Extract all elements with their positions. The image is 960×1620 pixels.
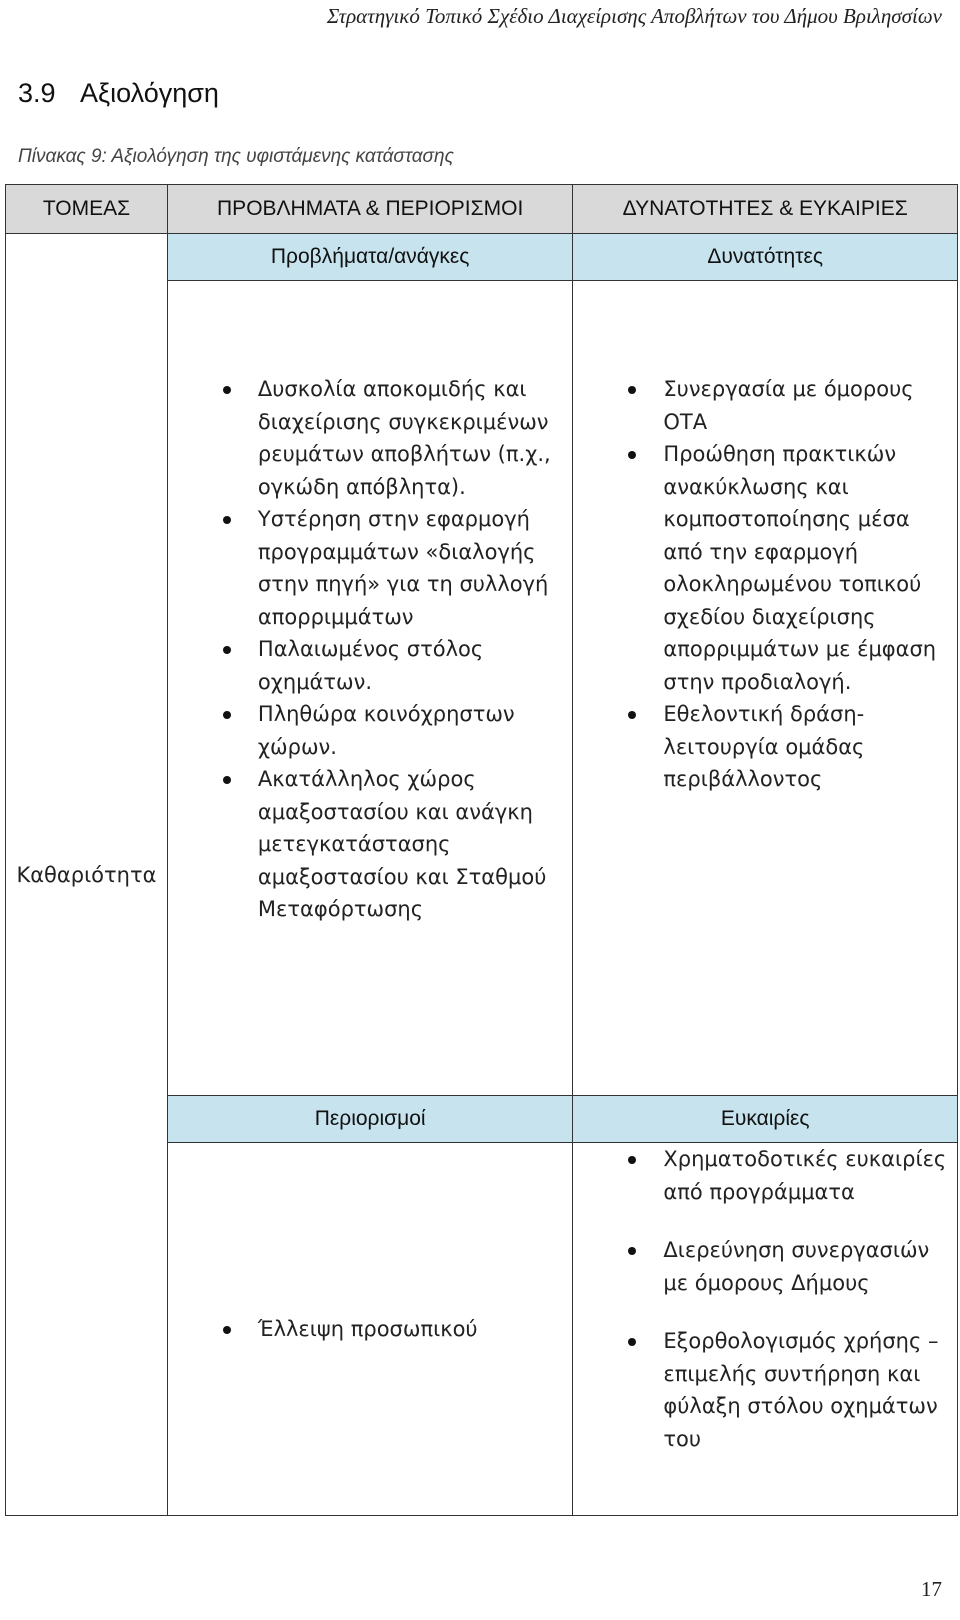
list-item: Παλαιωμένος στόλος οχημάτων. [168, 633, 573, 698]
strengths-subheader: Δυνατότητες [573, 234, 958, 281]
constraints-subheader: Περιορισμοί [167, 1096, 573, 1143]
table-caption: Πίνακας 9: Αξιολόγηση της υφιστάμενης κατάστασης [18, 146, 454, 167]
list-item: Εθελοντική δράση-λειτουργία ομάδας περιβάλλοντος [573, 698, 957, 796]
list-item: Χρηματοδοτικές ευκαιρίες από προγράμματα [573, 1143, 957, 1208]
section-title: Αξιολόγηση [80, 78, 219, 108]
table-header-row [6, 185, 958, 234]
assessment-table [5, 184, 958, 1516]
opportunities-list [573, 1143, 957, 1455]
constraints-cell [167, 1143, 573, 1516]
list-item: Εξορθολογισμός χρήσης – επιμελής συντήρηση και φύλαξη στόλου οχημάτων του [573, 1325, 957, 1455]
problems-cell [167, 281, 573, 1096]
constraints-list [168, 1313, 573, 1346]
strengths-list [573, 373, 957, 796]
section-number: 3.9 [18, 78, 56, 108]
strengths-cell [573, 281, 958, 1096]
column-header-opportunities: ΔΥΝΑΤΟΤΗΤΕΣ & ΕΥΚΑΙΡΙΕΣ [573, 185, 958, 234]
list-item: Διερεύνηση συνεργασιών με όμορους Δήμους [573, 1234, 957, 1299]
opportunities-cell [573, 1143, 958, 1516]
page-number: 17 [921, 1577, 942, 1601]
problems-subheader: Προβλήματα/ανάγκες [167, 234, 573, 281]
running-header: Στρατηγικό Τοπικό Σχέδιο Διαχείρισης Αποβλήτων του Δήμου Βριλησσίων [326, 4, 942, 28]
list-item: Δυσκολία αποκομιδής και διαχείρισης συγκεκριμένων ρευμάτων αποβλήτων (π.χ., ογκώδη απόβλητα). [168, 373, 573, 503]
list-item: Πληθώρα κοινόχρηστων χώρων. [168, 698, 573, 763]
column-header-sector: ΤΟΜΕΑΣ [6, 185, 168, 234]
list-item: Προώθηση πρακτικών ανακύκλωσης και κομποστοποίησης μέσα από την εφαρμογή ολοκληρωμένου τοπικού σχεδίου διαχείρισης απορριμμάτων με έμφαση στην προδιαλογή. [573, 438, 957, 698]
table-row [6, 234, 958, 281]
section-heading [18, 78, 219, 109]
list-item: Έλλειψη προσωπικού [168, 1313, 573, 1346]
list-item: Υστέρηση στην εφαρμογή προγραμμάτων «διαλογής στην πηγή» για τη συλλογή απορριμμάτων [168, 503, 573, 633]
sector-cell: Καθαριότητα [6, 234, 168, 1516]
opportunities-subheader: Ευκαιρίες [573, 1096, 958, 1143]
list-item: Συνεργασία με όμορους ΟΤΑ [573, 373, 957, 438]
list-item: Ακατάλληλος χώρος αμαξοστασίου και ανάγκη μετεγκατάστασης αμαξοστασίου και Σταθμού Μεταφόρτωσης [168, 763, 573, 926]
column-header-problems: ΠΡΟΒΛΗΜΑΤΑ & ΠΕΡΙΟΡΙΣΜΟΙ [167, 185, 573, 234]
problems-list [168, 373, 573, 926]
